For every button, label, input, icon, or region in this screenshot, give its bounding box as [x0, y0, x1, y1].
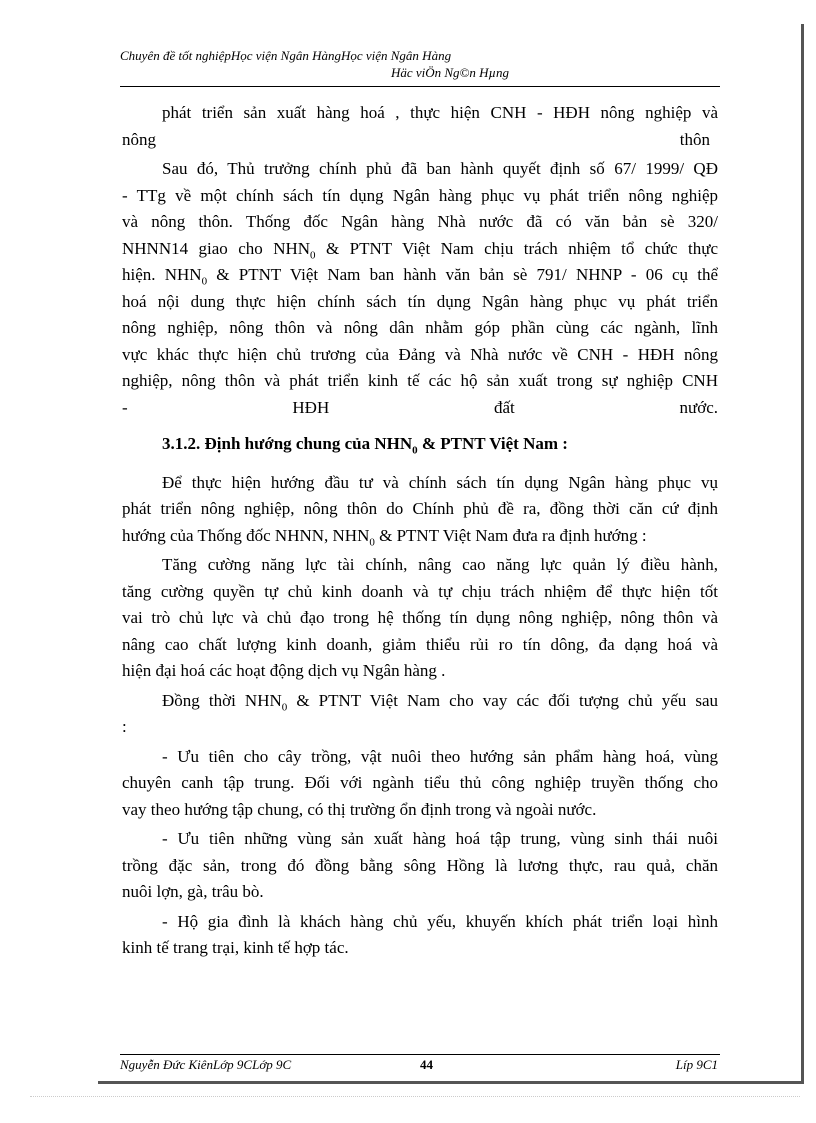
text-line: vai trò chủ lực và chủ đạo trong hệ thống tín dụng nông nghiệp, nông thôn và: [122, 608, 718, 627]
text-run: & PTNT Việt Nam cho vay các đối tượng chủ yếu sau: [287, 690, 718, 710]
text-line: - Ưu tiên những vùng sản xuất hàng hoá tập trung, vùng sinh thái nuôi: [162, 829, 718, 848]
text-line: hoá nội dung thực hiện chính sách tín dụng Ngân hàng phục vụ phát triển: [122, 291, 718, 311]
footer-author: Nguyễn Đức KiênLớp 9CLớp 9C: [120, 1057, 292, 1072]
text-line: - HĐH đất nước.: [122, 397, 718, 417]
text-line: Sau đó, Thủ trưởng chính phủ đã ban hành quyết định số 67/ 1999/ QĐ: [162, 159, 718, 178]
text-line: hiện đại hoá các hoạt động dịch vụ Ngân hàng .: [122, 661, 446, 680]
text-line: nghiệp, nông thôn và phát triển kinh tế các hộ sản xuất trong sự nghiệp CNH: [122, 371, 718, 390]
text-line: [122, 523, 718, 550]
text-run: hướng của Thống đốc NHNN, NHN: [122, 525, 370, 545]
footer-rule: [120, 1054, 720, 1055]
text-line: chuyên canh tập trung. Đối với ngành tiểu thủ công nghiệp truyền thống cho: [122, 773, 718, 792]
text-run: NHNN14 giao cho NHN: [122, 238, 311, 258]
text-word: thôn: [679, 129, 710, 149]
text-line: [122, 236, 718, 263]
header-line-1: Chuyên đề tốt nghiệpHọc viện Ngân HàngHọc viện Ngân Hàng: [120, 48, 452, 63]
text-line: nuôi lợn, gà, trâu bò.: [122, 882, 264, 901]
heading-text: 3.1.2. Định hướng chung của NHN: [162, 434, 413, 453]
text-line: [122, 127, 718, 154]
text-line: - Ưu tiên cho cây trồng, vật nuôi theo hướng sản phẩm hàng hoá, vùng: [162, 746, 718, 766]
text-run: & PTNT Việt Nam ban hành văn bản sè 791/ NHNP - 06 cụ thể: [207, 265, 718, 284]
text-line: - TTg về một chính sách tín dụng Ngân hàng phục vụ phát triển nông nghiệp: [122, 185, 718, 205]
subscript: 0: [412, 444, 418, 457]
text-run: Đồng thời NHN: [162, 690, 282, 710]
subscript: 0: [310, 248, 316, 261]
text-run: hiện. NHN: [122, 265, 202, 284]
text-line: và nông thôn. Thống đốc Ngân hàng Nhà nước đã có văn bản sè 320/: [122, 212, 718, 231]
text-line: vực khác thực hiện chủ trương của Đảng và Nhà nước về CNH - HĐH nông: [122, 344, 718, 364]
header-rule: [120, 86, 720, 87]
page-header: [120, 47, 720, 81]
subscript: 0: [201, 275, 208, 288]
page-number: 44: [420, 1057, 433, 1072]
text-line: tăng cường quyền tự chủ kinh doanh và tự chịu trách nhiệm để thực hiện tốt: [122, 581, 718, 601]
page-footer: [120, 1057, 720, 1075]
subscript: 0: [281, 700, 288, 713]
text-line: vay theo hướng tập chung, có thị trường ổn định trong và ngoài nước.: [122, 799, 597, 819]
text-line: trồng đặc sản, trong đó đồng bằng sông Hồng là lương thực, rau quả, chăn: [122, 855, 718, 875]
text-line: [122, 688, 718, 715]
text-line: :: [122, 717, 127, 736]
footer-class: Líp 9C1: [675, 1057, 718, 1072]
text-line: Để thực hiện hướng đầu tư và chính sách tín dụng Ngân hàng phục vụ: [162, 472, 718, 492]
text-word: nông: [122, 129, 156, 149]
header-line-2: Häc viÖn Ng©n Hµng: [390, 65, 510, 80]
text-line: Tăng cường năng lực tài chính, nâng cao năng lực quản lý điều hành,: [162, 555, 718, 574]
text-line: nâng cao chất lượng kinh doanh, giảm thiểu rủi ro tín dông, đa dạng hoá và: [122, 634, 718, 654]
document-body: [122, 100, 718, 962]
section-heading: [122, 431, 718, 458]
text-line: nông nghiệp, nông thôn và nông dân nhằm góp phần cùng các ngành, lĩnh: [122, 318, 718, 337]
text-run: & PTNT Việt Nam đưa ra định hướng :: [374, 525, 647, 545]
text-run: & PTNT Việt Nam chịu trách nhiệm tổ chức thực: [315, 238, 718, 258]
subscript: 0: [369, 535, 375, 548]
text-line: - Hộ gia đình là khách hàng chủ yếu, khuyến khích phát triển loại hình: [162, 911, 718, 931]
text-line: phát triển sản xuất hàng hoá , thực hiện CNH - HĐH nông nghiệp và: [162, 103, 718, 122]
heading-text: & PTNT Việt Nam :: [417, 434, 568, 453]
text-line: phát triển nông nghiệp, nông thôn do Chính phủ đề ra, đồng thời căn cứ định: [122, 499, 718, 518]
page-bottom-divider: [30, 1096, 800, 1097]
text-line: [122, 262, 718, 289]
text-line: kinh tế trang trại, kinh tế hợp tác.: [122, 938, 349, 957]
